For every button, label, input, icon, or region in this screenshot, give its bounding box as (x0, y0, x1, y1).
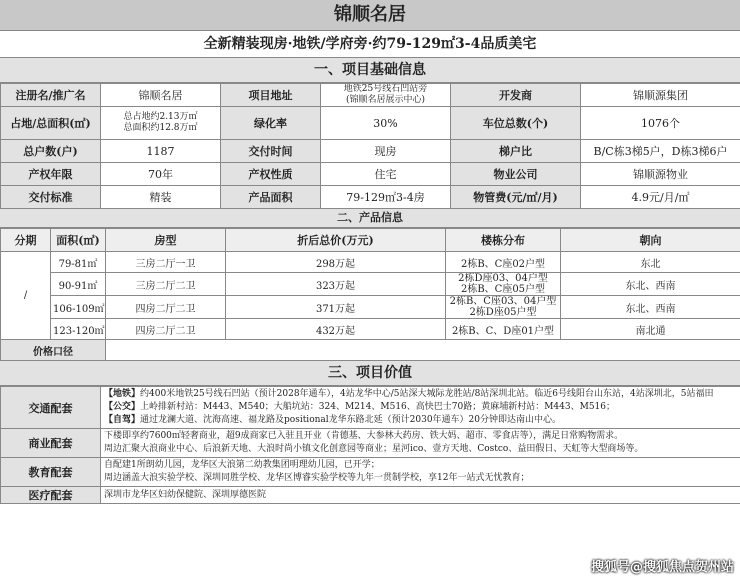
cell-label: 车位总数(个) (451, 107, 581, 140)
education-text (101, 458, 740, 487)
header-cell: 房型 (106, 229, 226, 252)
cell-label: 梯户比 (451, 140, 581, 163)
total-area: 总面积约12.8万㎡ (123, 123, 198, 133)
type-cell: 四房二厅二卫 (106, 319, 226, 340)
dist-line: 2栋B、C座05户型 (460, 284, 546, 295)
cell-value: B/C栋3梯5户，D栋3梯6户 (581, 140, 740, 163)
header-cell: 面积(㎡) (51, 229, 106, 252)
table-row (1, 107, 740, 140)
traffic-label: 交通配套 (1, 387, 101, 429)
business-text (101, 429, 740, 458)
type-cell: 四房二厅二卫 (106, 296, 226, 319)
section-project-value: 三、项目价值 (0, 361, 740, 386)
education-line: 周边涵盖大浪实验学校、深圳同胜学校、龙华区博睿实验学校等九年一贯制学校，享12年一站式无忧教育； (104, 473, 530, 483)
header-cell: 分期 (1, 229, 51, 252)
section-basic-info: 一、项目基础信息 (0, 58, 740, 83)
area-cell: 106-109㎡ (51, 296, 106, 319)
cell-label: 占地/总面积(㎡) (1, 107, 101, 140)
cell-value: 锦顺源集团 (581, 84, 740, 107)
table-row (1, 458, 740, 487)
table-header-row (1, 229, 740, 252)
table-row (1, 429, 740, 458)
cell-label: 开发商 (451, 84, 581, 107)
bus-tag: 【公交】 (104, 402, 141, 412)
cell-label: 物管费(元/㎡/月) (451, 186, 581, 209)
price-basis-label: 价格口径 (1, 340, 106, 361)
medical-text: 深圳市龙华区妇幼保健院、深圳厚德医院 (101, 487, 740, 504)
price-cell: 323万起 (226, 273, 446, 296)
cell-value (321, 84, 451, 107)
business-label: 商业配套 (1, 429, 101, 458)
table-row (1, 273, 740, 296)
dist-cell (446, 273, 561, 296)
table-row (1, 163, 740, 186)
section-product-info: 二、产品信息 (0, 209, 740, 228)
dist-line: 2栋D座05户型 (469, 307, 537, 318)
area-cell: 123-120㎡ (51, 319, 106, 340)
table-row (1, 319, 740, 340)
business-line: 周边汇聚大浪商业中心、后浪新天地、大浪时尚小镇文化创意园等商业；星河ico、壹方天地、Costco、益田假日、天虹等大型商场等。 (104, 444, 644, 454)
drive-tag: 【自驾】 (104, 415, 141, 425)
header-cell: 朝向 (561, 229, 740, 252)
cell-label: 绿化率 (221, 107, 321, 140)
cell-value: 79-129㎡3-4房 (321, 186, 451, 209)
cell-label: 产权年限 (1, 163, 101, 186)
dist-cell (446, 296, 561, 319)
cell-value: 锦顺源物业 (581, 163, 740, 186)
education-label: 教育配套 (1, 458, 101, 487)
address-line2: (锦顺名居展示中心) (345, 95, 426, 105)
header-cell: 折后总价(万元) (226, 229, 446, 252)
price-cell: 371万起 (226, 296, 446, 319)
type-cell: 三房二厅一卫 (106, 252, 226, 273)
table-row (1, 487, 740, 504)
price-basis-value (106, 340, 740, 361)
table-row (1, 296, 740, 319)
table-row (1, 140, 740, 163)
cell-label: 产权性质 (221, 163, 321, 186)
cell-label: 产品面积 (221, 186, 321, 209)
bus-line (104, 401, 737, 414)
cell-label: 项目地址 (221, 84, 321, 107)
type-cell: 三房二厅二卫 (106, 273, 226, 296)
cell-value: 1076个 (581, 107, 740, 140)
watermark: 搜狐号@搜狐焦点贺州站 (590, 560, 734, 575)
cell-value: 住宅 (321, 163, 451, 186)
orient-cell: 东北、西南 (561, 296, 740, 319)
orient-cell: 东北、西南 (561, 273, 740, 296)
project-value-table (0, 386, 740, 504)
metro-line (104, 388, 737, 401)
drive-line (104, 414, 737, 427)
land-area: 总占地约2.13万㎡ (123, 112, 198, 122)
dist-line: 2栋B、C座03、04户型 (449, 296, 557, 307)
business-line: 下楼即享约7600㎡轻奢商业，超9成商家已入驻且开业（肯德基、大参林大药房、铁大妈、超市、零食店等），满足日常购物需求。 (104, 431, 624, 441)
metro-text: 约400米地铁25号线石凹站（预计2028年通车），4站龙华中心/5站深大城际龙胜站/8站深圳北站。临近6号线阳台山东站，4站深圳北，5站福田 (140, 389, 714, 399)
cell-label: 物业公司 (451, 163, 581, 186)
bus-text: 上岭排新村站：M443、M540；大船坑站：324、M214、M516、高快巴士70路；黄麻埔新村站：M443、M516； (140, 402, 616, 412)
cell-value: 4.9元/月/㎡ (581, 186, 740, 209)
cell-value: 锦顺名居 (101, 84, 221, 107)
dist-cell: 2栋B、C、D座01户型 (446, 319, 561, 340)
traffic-text (101, 387, 740, 429)
table-row (1, 252, 740, 273)
table-row (1, 387, 740, 429)
education-line: 自配建1所朗幼儿园，龙华区大浪第二幼教集团明理幼儿园，已开学； (104, 460, 380, 470)
metro-tag: 【地铁】 (104, 389, 141, 399)
cell-value: 70年 (101, 163, 221, 186)
cell-label: 交付时间 (221, 140, 321, 163)
cell-label: 注册名/推广名 (1, 84, 101, 107)
doc-title: 锦顺名居 (0, 0, 740, 31)
header-cell: 楼栋分布 (446, 229, 561, 252)
drive-text: 通过龙澜大道、沈海高速、福龙路及positional龙华东路北延（预计2030年通车）20分钟即达南山中心。 (140, 415, 562, 425)
cell-value: 现房 (321, 140, 451, 163)
price-cell: 432万起 (226, 319, 446, 340)
doc-subtitle: 全新精装现房·地铁/学府旁·约79-129㎡3-4品质美宅 (0, 31, 740, 58)
table-row (1, 84, 740, 107)
table-row (1, 340, 740, 361)
area-cell: 79-81㎡ (51, 252, 106, 273)
dist-cell: 2栋B、C座02户型 (446, 252, 561, 273)
orient-cell: 南北通 (561, 319, 740, 340)
cell-value (101, 107, 221, 140)
dist-line: 2栋D座03、04户型 (458, 273, 548, 284)
table-row (1, 186, 740, 209)
cell-value: 精装 (101, 186, 221, 209)
cell-label: 交付标准 (1, 186, 101, 209)
cell-value: 30% (321, 107, 451, 140)
phase-cell: / (1, 252, 51, 340)
product-table (0, 228, 740, 361)
medical-label: 医疗配套 (1, 487, 101, 504)
basic-info-table (0, 83, 740, 209)
address-line1: 地铁25号线石凹站旁 (343, 84, 428, 94)
price-cell: 298万起 (226, 252, 446, 273)
cell-label: 总户数(户) (1, 140, 101, 163)
orient-cell: 东北 (561, 252, 740, 273)
cell-value: 1187 (101, 140, 221, 163)
area-cell: 90-91㎡ (51, 273, 106, 296)
